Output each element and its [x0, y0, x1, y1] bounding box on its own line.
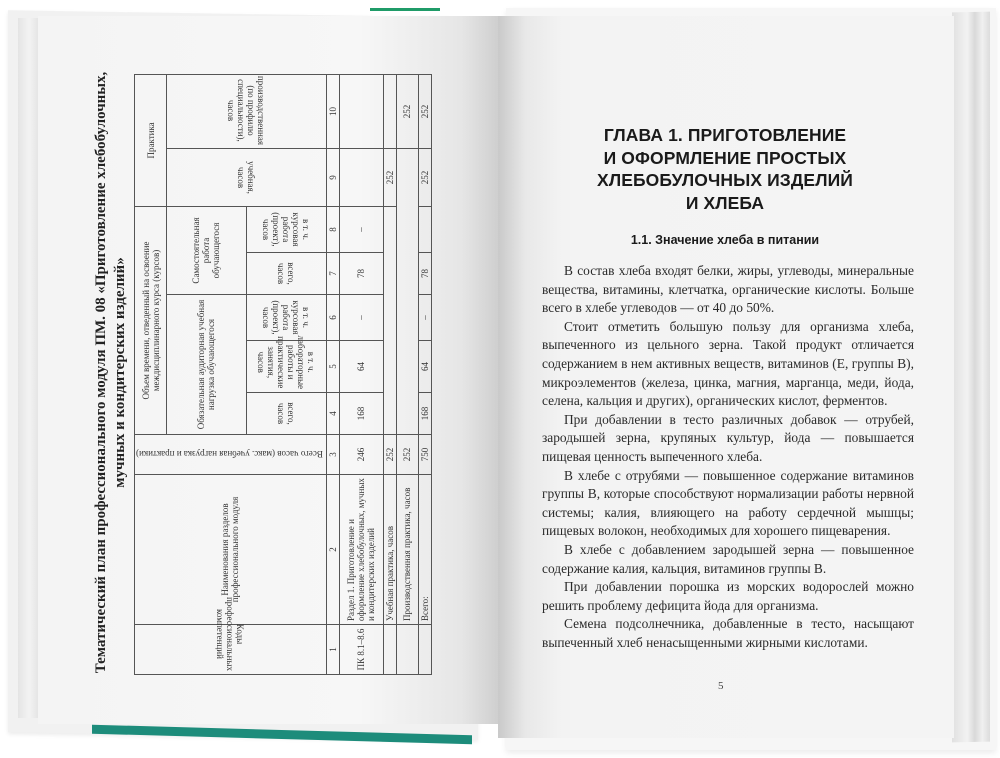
thematic-plan-table — [134, 74, 432, 675]
header-practice-prod: производственная (по профилю специальности), часов — [167, 74, 327, 148]
paragraph: В хлебе с добавлением зародышей зерна — повышенное содержание калия, кальция, витаминов группы В. — [542, 541, 914, 576]
header-mand-labs: в т. ч. лабораторные работы и практические занятия, часов — [246, 341, 326, 393]
paragraph: Семена подсолнечника, добавленные в тесто, насыщают выпеченный хлеб ненасыщенными жирными кислотами. — [542, 616, 914, 650]
cover-accent-stripe — [370, 8, 440, 11]
header-mand-total: всего, часов — [246, 393, 326, 435]
header-sections: Наименования разделов профессионального модуля — [135, 475, 327, 625]
rotated-table-area — [92, 70, 432, 675]
column-number-row: 1 2 3 4 5 6 7 8 9 10 — [326, 74, 339, 674]
table-title: Тематический план профессионального модуля ПМ. 08 «Приготовление хлебобулочных, мучных и кондитерских изделий» — [93, 71, 128, 674]
section-title: 1.1. Значение хлеба в питании — [630, 233, 820, 247]
header-mand-course: в т. ч. курсовая работа (проект), часов — [246, 295, 326, 341]
header-mandatory: Обязательная аудиторная учебная нагрузка обучающегося — [167, 295, 247, 435]
paragraph: При добавлении в тесто различных добавок — отрубей, зародышей зерна, крупяных культур, йода — повышается пищевая ценность выпеченного хлеба. — [542, 411, 914, 464]
header-codes: Коды профессиональных компетенций — [135, 625, 327, 675]
header-total-hours: Всего часов (макс. учебная нагрузка и практики) — [135, 435, 327, 475]
page-number: 5 — [718, 680, 724, 692]
paragraph: Стоит отметить большую пользу для организма хлеба, выпеченного из цельного зерна. Такой продукт отличается содержанием в нем активных веществ, витаминов (Е, группы В), микроэлементов (железа, цинка, магния, марганца, меди, йода, селена, кальция и других), органических кислот, ферментов. — [542, 318, 914, 409]
header-ind-course: в т. ч. курсовая работа (проект), часов — [246, 206, 326, 252]
table-row: Учебная практика, часов 252 252 — [383, 74, 396, 674]
body-text — [542, 262, 914, 652]
header-independent: Самостоятельная работа обучающегося — [167, 206, 247, 294]
header-time-volume: Объем времени, отведенный на освоение междисциплинарного курса (курсов) — [135, 206, 167, 434]
table-row: ПК 8.1–8.6 Раздел 1. Приготовление и оформление хлебобулочных, мучных и кондитерских изделий 246 168 64 – 78 – — [339, 74, 383, 674]
header-practice: Практика — [135, 74, 167, 206]
paragraph: В хлебе с отрубями — повышенное содержание витаминов группы В, которые способствуют нормализации работы нервной системы; калия, влияющего на работу сердечной мышцы; пищевых волокон, необходимых для хорошего пищеварения. — [542, 467, 914, 539]
table-row: Производственная практика, часов 252 252 — [396, 74, 418, 674]
page-edges-left — [18, 18, 40, 718]
header-ind-total: всего, часов — [246, 253, 326, 295]
paragraph: При добавлении порошка из морских водорослей можно решить проблему дефицита йода для организма. — [542, 579, 914, 613]
paragraph: В состав хлеба входят белки, жиры, углеводы, минеральные вещества, витамины, клетчатка, органические кислоты. Больше всего в хлебе углеводов — от 40 до 50%. — [542, 263, 914, 316]
table-row-total: Всего: 750 168 64 – 78 252 252 — [418, 74, 431, 674]
header-practice-edu: учебная, часов — [167, 148, 327, 206]
chapter-title: ГЛАВА 1. ПРИГОТОВЛЕНИЕ И ОФОРМЛЕНИЕ ПРОСТЫХ ХЛЕБОБУЛОЧНЫХ ИЗДЕЛИЙ И ХЛЕБА — [597, 125, 853, 213]
page-edges-right — [952, 12, 990, 743]
